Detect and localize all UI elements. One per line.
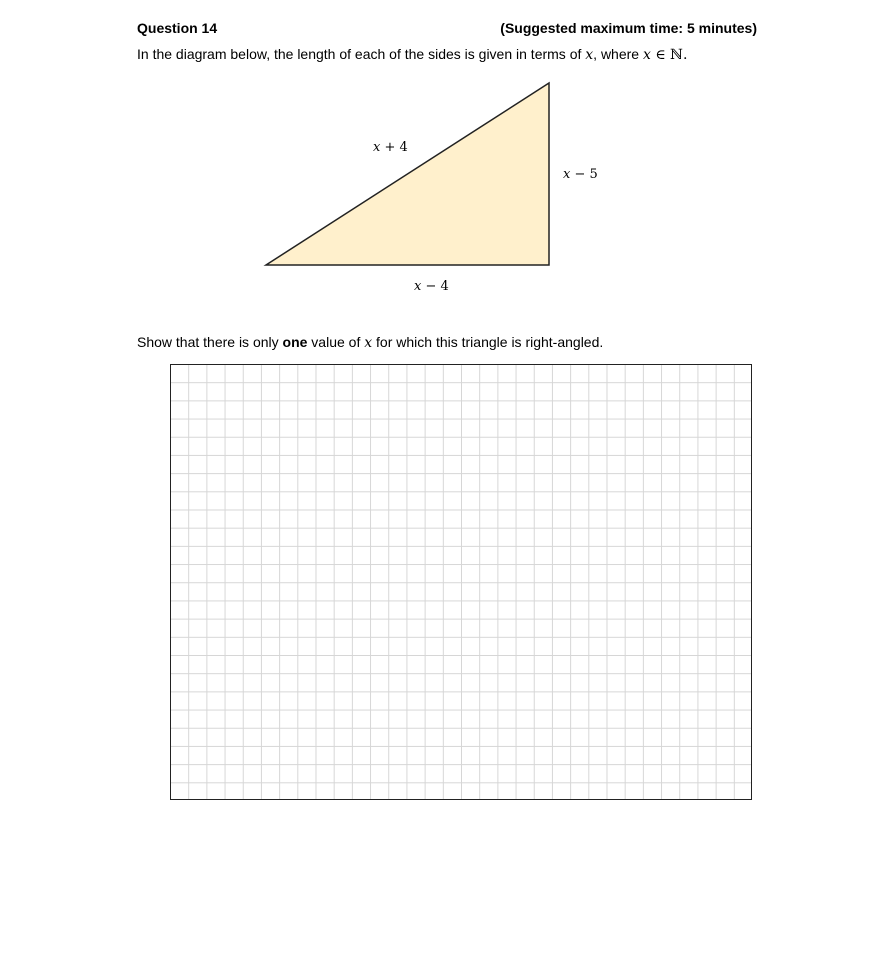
intro-text-1: In the diagram below, the length of each of the sides is given in terms of xyxy=(137,46,586,62)
base-side-label: x − 4 xyxy=(414,279,449,294)
intro-set-membership: ∈ ℕ. xyxy=(650,47,688,63)
suggested-time: (Suggested maximum time: 5 minutes) xyxy=(500,20,757,36)
question-title: Question 14 xyxy=(137,20,218,36)
right-triangle xyxy=(266,83,549,265)
intro-text-2: , where xyxy=(593,46,643,62)
answer-grid-area[interactable] xyxy=(170,364,752,800)
hypotenuse-label: x + 4 xyxy=(373,140,408,155)
intro-var-x: x xyxy=(585,47,594,63)
task-var-x: x xyxy=(364,335,373,351)
task-emphasis: one xyxy=(282,334,308,350)
task-instruction: Show that there is only one value of x for which this triangle is right-angled. xyxy=(137,334,604,351)
vertical-side-label: x − 5 xyxy=(563,167,598,182)
intro-var-x-2: x xyxy=(642,47,651,63)
